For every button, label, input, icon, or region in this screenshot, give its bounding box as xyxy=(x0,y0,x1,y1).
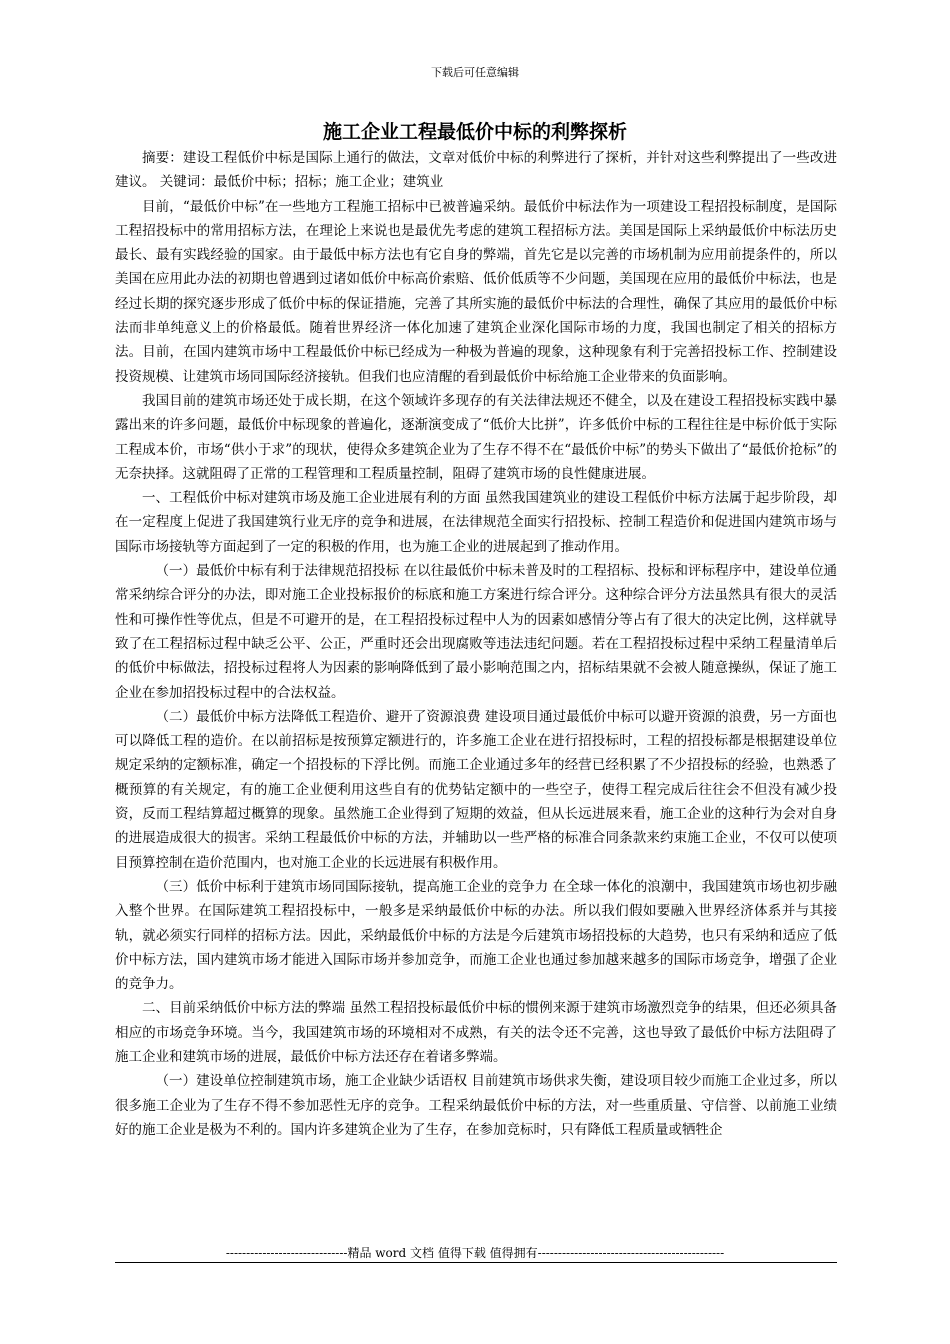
footer-text: ------------------------------精品 word 文档 值得下载 值得拥有---------------------------------------------- xyxy=(225,1246,725,1260)
subsection-paragraph: （一）最低价中标有利于法律规范招投标 在以往最低价中标未普及时的工程招标、投标和评标程序中，建设单位通常采纳综合评分的办法，即对施工企业投标报价的标底和施工方案进行综合评分。这种综合评分方法虽然具有很大的灵活性和可操作性等优点，但是不可避开的是，在工程招投标过程中人为的因素如感情分等占有了很大的决定比例，这样就导致了在工程招标过程中缺乏公平、公正，严重时还会出现腐败等违法违纪问题。若在工程招投标过程中采纳工程量清单后的低价中标做法，招投标过程将人为因素的影响降低到了最小影响范围之内，招标结果就不会被人随意操纵，保证了施工企业在参加招投标过程中的合法权益。 xyxy=(115,563,837,701)
body-paragraph: 目前，“最低价中标”在一些地方工程施工招标中已被普遍采纳。最低价中标法作为一项建设工程招投标制度，是国际工程招投标中的常用招标方法，在理论上来说也是最优先考虑的建筑工程招标方法。美国是国际上采纳最低价中标法历史最长、最有实践经验的国家。由于最低中标方法也有它自身的弊端，首先它是以完善的市场机制为应用前提条件的，所以美国在应用此办法的初期也曾遇到过诸如低价中标高价索赔、低价低质等不少问题，美国现在应用的最低价中标法，也是经过长期的探究逐步形成了低价中标的保证措施，完善了其所实施的最低价中标法的合理性，确保了其应用的最低价中标法而非单纯意义上的价格最低。随着世界经济一体化加速了建筑企业深化国际市场的力度，我国也制定了相关的招标方法。目前，在国内建筑市场中工程最低价中标已经成为一种极为普遍的现象，这种现象有利于完善招投标工作、控制建设投资规模、让建筑市场同国际经济接轨。但我们也应清醒的看到最低价中标给施工企业带来的负面影响。 xyxy=(115,198,837,385)
subsection-paragraph: （二）最低价中标方法降低工程造价、避开了资源浪费 建设项目通过最低价中标可以避开资源的浪费，另一方面也可以降低工程的造价。在以前招标是按预算定额进行的，许多施工企业在进行招投标时，工程的招投标都是根据建设单位规定采纳的定额标准，确定一个招投标的下浮比例。而施工企业通过多年的经营已经积累了不少招投标的经验，也熟悉了概预算的有关规定，有的施工企业便利用这些自有的优势钻定额中的一些空子，使得工程完成后往往会不但没有减少投资，反而工程结算超过概算的现象。虽然施工企业得到了短期的效益，但从长远进展来看，施工企业的这种行为会对自身的进展造成很大的损害。采纳工程最低价中标的方法，并辅助以一些严格的标准合同条款来约束施工企业，不仅可以使项目预算控制在造价范围内，也对施工企业的长远进展有积极作用。 xyxy=(115,708,837,871)
section-two-paragraph: 二、目前采纳低价中标方法的弊端 虽然工程招投标最低价中标的惯例来源于建筑市场激烈竞争的结果，但还必须具备相应的市场竞争环境。当今，我国建筑市场的环境相对不成熟，有关的法令还不完善，这也导致了最低价中标方法阻碍了施工企业和建筑市场的进展，最低价中标方法还存在着诸多弊端。 xyxy=(115,1000,837,1065)
document-body xyxy=(115,146,837,1142)
section-one-paragraph: 一、工程低价中标对建筑市场及施工企业进展有利的方面 虽然我国建筑业的建设工程低价中标方法属于起步阶段，却在一定程度上促进了我国建筑行业无序的竞争和进展，在法律规范全面实行招投标、控制工程造价和促进国内建筑市场与国际市场接轨等方面起到了一定的积极的作用，也为施工企业的进展起到了推动作用。 xyxy=(115,490,837,555)
subsection-paragraph: （一）建设单位控制建筑市场，施工企业缺少话语权 目前建筑市场供求失衡，建设项目较少而施工企业过多，所以很多施工企业为了生存不得不参加恶性无序的竞争。工程采纳最低价中标的方法，对一些重质量、守信誉、以前施工业绩好的施工企业是极为不利的。国内许多建筑企业为了生存，在参加竞标时，只有降低工程质量或牺牲企 xyxy=(115,1073,837,1138)
footer-divider xyxy=(115,1262,837,1263)
header-note: 下载后可任意编辑 xyxy=(431,66,519,79)
body-paragraph: 我国目前的建筑市场还处于成长期，在这个领域许多现存的有关法律法规还不健全，以及在建设工程招投标实践中暴露出来的许多问题，最低价中标现象的普遍化，逐渐演变成了“低价大比拼”，许多低价中标的工程往往是中标价低于实际工程成本价，市场“供小于求”的现状，使得众多建筑企业为了生存不得不在“最低价中标”的势头下做出了“最低价抢标”的无奈抉择。这就阻碍了正常的工程管理和工程质量控制，阻碍了建筑市场的良性健康进展。 xyxy=(115,392,837,482)
subsection-paragraph: （三）低价中标利于建筑市场同国际接轨，提高施工企业的竞争力 在全球一体化的浪潮中，我国建筑市场也初步融入整个世界。在国际建筑工程招投标中，一般多是采纳最低价中标的办法。所以我们假如要融入世界经济体系并与其接轨，就必须实行同样的招标方法。因此，采纳最低价中标的方法是今后建筑市场招投标的大趋势，也只有采纳和适应了低价中标方法，国内建筑市场才能进入国际市场并参加竞争，而施工企业也通过参加越来越多的国际市场竞争，增强了企业的竞争力。 xyxy=(115,878,837,993)
document-title: 施工企业工程最低价中标的利弊探析 xyxy=(322,121,627,143)
abstract-paragraph: 摘要：建设工程低价中标是国际上通行的做法，文章对低价中标的利弊进行了探析，并针对这些利弊提出了一些改进建议。 关键词：最低价中标；招标；施工企业；建筑业 xyxy=(115,150,837,191)
